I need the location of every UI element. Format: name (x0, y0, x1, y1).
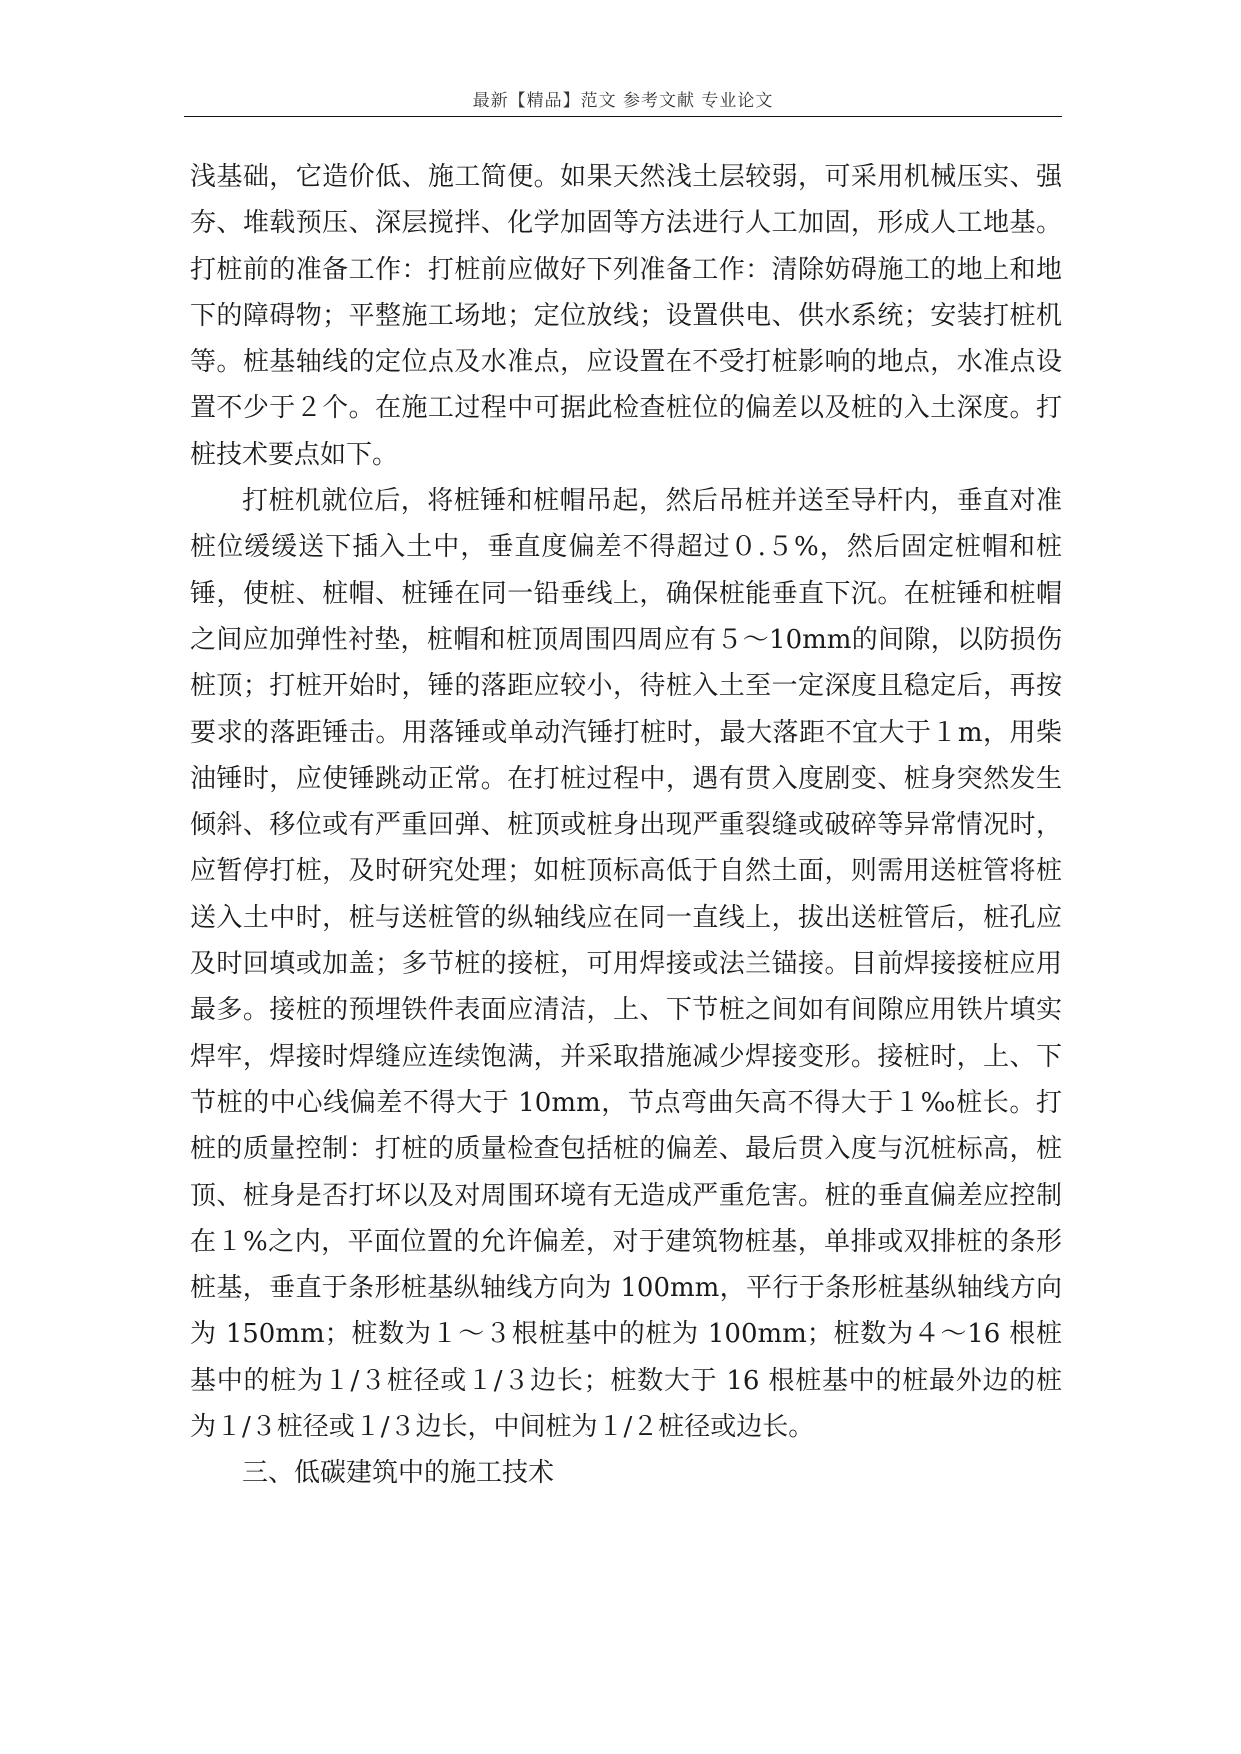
document-body (190, 154, 1062, 1497)
header-divider (184, 116, 1062, 117)
page-header: 最新【精品】范文 参考文献 专业论文 (472, 91, 774, 111)
section-heading-low-carbon: 三、低碳建筑中的施工技术 (242, 1458, 555, 1489)
paragraph-pile-driving: 打桩机就位后，将桩锤和桩帽吊起，然后吊桩并送至导杆内，垂直对准桩位缓缓送下插入土中，垂直度偏差不得超过０.５%，然后固定桩帽和桩锤，使桩、桩帽、桩锤在同一铅垂线上，确保桩能垂直下沉。在桩锤和桩帽之间应加弹性衬垫，桩帽和桩顶周围四周应有５～10mm的间隙，以防损伤桩顶；打桩开始时，锤的落距应较小，待桩入土至一定深度且稳定后，再按要求的落距锤击。用落锤或单动汽锤打桩时，最大落距不宜大于１m，用柴油锤时，应使锤跳动正常。在打桩过程中，遇有贯入度剧变、桩身突然发生倾斜、移位或有严重回弹、桩顶或桩身出现严重裂缝或破碎等异常情况时，应暂停打桩，及时研究处理；如桩顶标高低于自然土面，则需用送桩管将桩送入土中时，桩与送桩管的纵轴线应在同一直线上，拔出送桩管后，桩孔应及时回填或加盖；多节桩的接桩，可用焊接或法兰锚接。目前焊接接桩应用最多。接桩的预埋铁件表面应清洁，上、下节桩之间如有间隙应用铁片填实焊牢，焊接时焊缝应连续饱满，并采取措施减少焊接变形。接桩时，上、下节桩的中心线偏差不得大于 10mm，节点弯曲矢高不得大于１‰桩长。打桩的质量控制：打桩的质量检查包括桩的偏差、最后贯入度与沉桩标高，桩顶、桩身是否打坏以及对周围环境有无造成严重危害。桩的垂直偏差应控制在１%之内，平面位置的允许偏差，对于建筑物桩基，单排或双排桩的条形桩基，垂直于条形桩基纵轴线方向为 100mm，平行于条形桩基纵轴线方向为 150mm；桩数为１～３根桩基中的桩为 100mm；桩数为４～16 根桩基中的桩为１/３桩径或１/３边长；桩数大于 16 根桩基中的桩最外边的桩为１/３桩径或１/３边长，中间桩为１/２桩径或边长。 (190, 486, 1062, 1443)
paragraph-foundation-prep: 浅基础，它造价低、施工简便。如果天然浅土层较弱，可采用机械压实、强夯、堆载预压、深层搅拌、化学加固等方法进行人工加固，形成人工地基。打桩前的准备工作：打桩前应做好下列准备工作：清除妨碍施工的地上和地下的障碍物；平整施工场地；定位放线；设置供电、供水系统；安装打桩机等。桩基轴线的定位点及水准点，应设置在不受打桩影响的地点，水准点设置不少于２个。在施工过程中可据此检查桩位的偏差以及桩的入土深度。打桩技术要点如下。 (190, 162, 1062, 470)
